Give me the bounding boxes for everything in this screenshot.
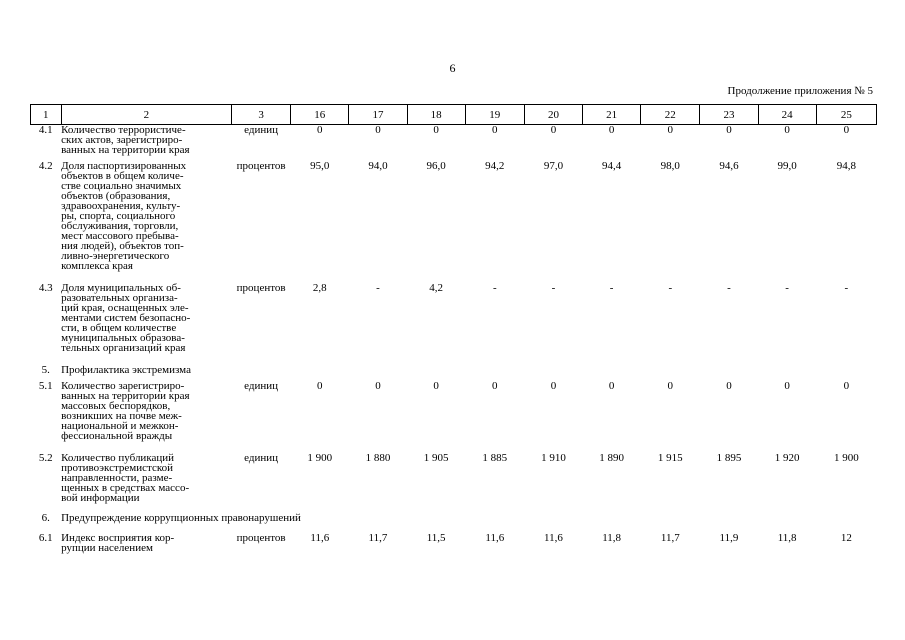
section-title: Предупреждение коррупционных правонарушений: [61, 512, 301, 524]
indicator-name: [61, 381, 231, 441]
indicator-name-line: ских актов, зарегистриро-: [61, 134, 183, 146]
value-cell: 0: [433, 380, 439, 392]
value-cell: 1 910: [541, 452, 566, 464]
header-cell: 21: [583, 105, 641, 125]
value-cell: -: [376, 282, 380, 294]
header-cell: 25: [816, 105, 876, 125]
indicator-name-line: Доля муниципальных об-: [61, 282, 181, 294]
indicator-name-line: ния людей), объектов топ-: [61, 240, 184, 252]
indicator-name: [61, 161, 231, 271]
value-cell: 11,8: [602, 532, 622, 544]
value-cell: 0: [726, 380, 732, 392]
section-title: Профилактика экстремизма: [61, 364, 191, 376]
indicator-name-line: стве социально значимых: [61, 180, 182, 192]
header-cell: 22: [641, 105, 700, 125]
indicator-name-line: ры, спорта, социального: [61, 210, 176, 222]
indicator-name-line: ванных на территории края: [61, 144, 190, 156]
value-cell: 1 905: [423, 452, 449, 464]
indicator-name-line: направленности, разме-: [61, 472, 173, 484]
value-cell: 1 900: [307, 452, 333, 464]
continuation-note: Продолжение приложения № 5: [727, 85, 873, 97]
value-cell: 11,6: [485, 532, 505, 544]
indicator-name: [61, 283, 231, 353]
value-cell: 0: [375, 124, 381, 136]
value-cell: 12: [840, 532, 852, 544]
value-cell: 0: [550, 380, 557, 392]
row-number: 5.2: [38, 452, 53, 464]
row-number: 4.1: [38, 124, 53, 136]
unit-cell: единиц: [244, 124, 279, 136]
value-cell: 95,0: [310, 160, 330, 172]
value-cell: 94,8: [836, 160, 856, 172]
indicator-name-line: комплекса края: [61, 260, 133, 272]
value-cell: 94,0: [368, 160, 388, 172]
value-cell: 0: [550, 124, 557, 136]
indicator-name-line: ванных на территории края: [61, 390, 190, 402]
indicator-name-line: Количество террористиче-: [61, 124, 186, 136]
section-number: 6.: [41, 512, 50, 524]
row-number: 5.1: [38, 380, 53, 392]
indicator-name-line: вой информации: [61, 492, 140, 504]
indicator-name: [61, 125, 231, 156]
header-cell: 16: [291, 105, 349, 125]
value-cell: 0: [726, 124, 732, 136]
indicator-name-line: ливно-энергетического: [61, 250, 170, 262]
value-cell: 0: [433, 124, 439, 136]
unit-cell: процентов: [236, 532, 286, 544]
value-cell: 0: [375, 380, 381, 392]
unit-cell: процентов: [236, 160, 286, 172]
indicator-name-line: муниципальных образова-: [61, 332, 185, 344]
value-cell: 11,7: [368, 532, 388, 544]
value-cell: 0: [317, 380, 323, 392]
indicator-name-line: Индекс восприятия кор-: [61, 532, 175, 544]
indicator-name-line: сти, в общем количестве: [61, 322, 177, 334]
value-cell: -: [551, 282, 556, 294]
indicator-name-line: ций края, оснащенных эле-: [61, 302, 189, 314]
indicator-name-line: Доля паспортизированных: [61, 160, 187, 172]
indicator-name-line: Количество публикаций: [61, 452, 175, 464]
indicator-name-line: щенных в средствах массо-: [61, 482, 190, 494]
indicator-name: [61, 533, 231, 553]
value-cell: 0: [608, 124, 615, 136]
value-cell: 97,0: [543, 160, 564, 172]
value-cell: 1 900: [833, 452, 859, 464]
value-cell: -: [844, 282, 849, 294]
value-cell: 94,4: [601, 160, 622, 172]
value-cell: 96,0: [426, 160, 446, 172]
section-number: 5.: [41, 364, 50, 376]
indicator-name-line: противоэкстремистской: [61, 462, 174, 474]
unit-cell: единиц: [244, 452, 279, 464]
value-cell: 11,9: [719, 532, 739, 544]
indicator-name-line: массовых беспорядков,: [61, 400, 171, 412]
value-cell: 99,0: [777, 160, 797, 172]
unit-cell: процентов: [236, 282, 286, 294]
indicator-name: [61, 453, 231, 503]
value-cell: 94,6: [719, 160, 739, 172]
indicator-name-line: объектов (образования,: [61, 190, 171, 202]
indicator-name-line: здравоохранения, культу-: [61, 200, 181, 212]
section-row: [31, 513, 877, 523]
header-cell: 3: [232, 105, 291, 125]
header-cell: 24: [758, 105, 816, 125]
value-cell: 1 915: [657, 452, 683, 464]
value-cell: 0: [843, 124, 850, 136]
table-row: [31, 533, 877, 553]
indicator-name-line: фессиональной вражды: [61, 430, 173, 442]
value-cell: 0: [492, 380, 498, 392]
value-cell: 0: [492, 124, 498, 136]
value-cell: 0: [608, 380, 615, 392]
value-cell: 2,8: [312, 282, 327, 294]
value-cell: 1 920: [774, 452, 800, 464]
value-cell: -: [609, 282, 614, 294]
header-cell: 20: [524, 105, 582, 125]
value-cell: 1 890: [599, 452, 624, 464]
value-cell: 1 885: [482, 452, 508, 464]
indicator-name-line: рупции населением: [61, 542, 153, 554]
table-row: [31, 453, 877, 503]
indicator-name-line: национальной и межкон-: [61, 420, 179, 432]
value-cell: -: [785, 282, 789, 294]
value-cell: 1 895: [716, 452, 742, 464]
value-cell: 1 880: [365, 452, 391, 464]
section-row: [31, 365, 877, 375]
indicator-name-line: ментами систем безопасно-: [61, 312, 191, 324]
table-row: [31, 161, 877, 271]
header-cell: 18: [407, 105, 465, 125]
value-cell: 0: [843, 380, 850, 392]
table-row: [31, 125, 877, 156]
indicator-name-line: обслуживания, торговли,: [61, 220, 179, 232]
value-cell: 0: [784, 124, 790, 136]
value-cell: 4,2: [429, 282, 443, 294]
value-cell: 11,6: [310, 532, 330, 544]
header-cell: 17: [349, 105, 407, 125]
indicator-name-line: Количество зарегистриро-: [61, 380, 185, 392]
value-cell: 11,6: [544, 532, 563, 544]
value-cell: -: [668, 282, 673, 294]
table-row: [31, 381, 877, 441]
value-cell: 98,0: [660, 160, 680, 172]
row-number: 4.2: [38, 160, 53, 172]
header-cell: 19: [465, 105, 524, 125]
page-number: 6: [449, 61, 456, 75]
header-cell: 1: [31, 105, 62, 125]
header-cell: 2: [61, 105, 231, 125]
indicator-name-line: возникших на почве меж-: [61, 410, 182, 422]
value-cell: 11,7: [660, 532, 680, 544]
header-cell: 23: [700, 105, 758, 125]
row-number: 6.1: [38, 532, 53, 544]
value-cell: 11,5: [426, 532, 446, 544]
value-cell: 11,8: [777, 532, 797, 544]
indicator-name-line: мест массового пребыва-: [61, 230, 179, 242]
table-row: [31, 283, 877, 353]
value-cell: -: [492, 282, 497, 294]
row-number: 4.3: [38, 282, 53, 294]
value-cell: -: [727, 282, 731, 294]
unit-cell: единиц: [244, 380, 279, 392]
header-row: [31, 105, 877, 125]
indicator-name-line: тельных организаций края: [61, 342, 186, 354]
indicator-name-line: объектов в общем количе-: [61, 170, 184, 182]
indicators-table: [30, 104, 877, 553]
value-cell: 0: [667, 124, 674, 136]
value-cell: 0: [667, 380, 674, 392]
value-cell: 0: [784, 380, 790, 392]
indicator-name-line: разовательных организа-: [61, 292, 178, 304]
value-cell: 94,2: [485, 160, 505, 172]
value-cell: 0: [317, 124, 323, 136]
